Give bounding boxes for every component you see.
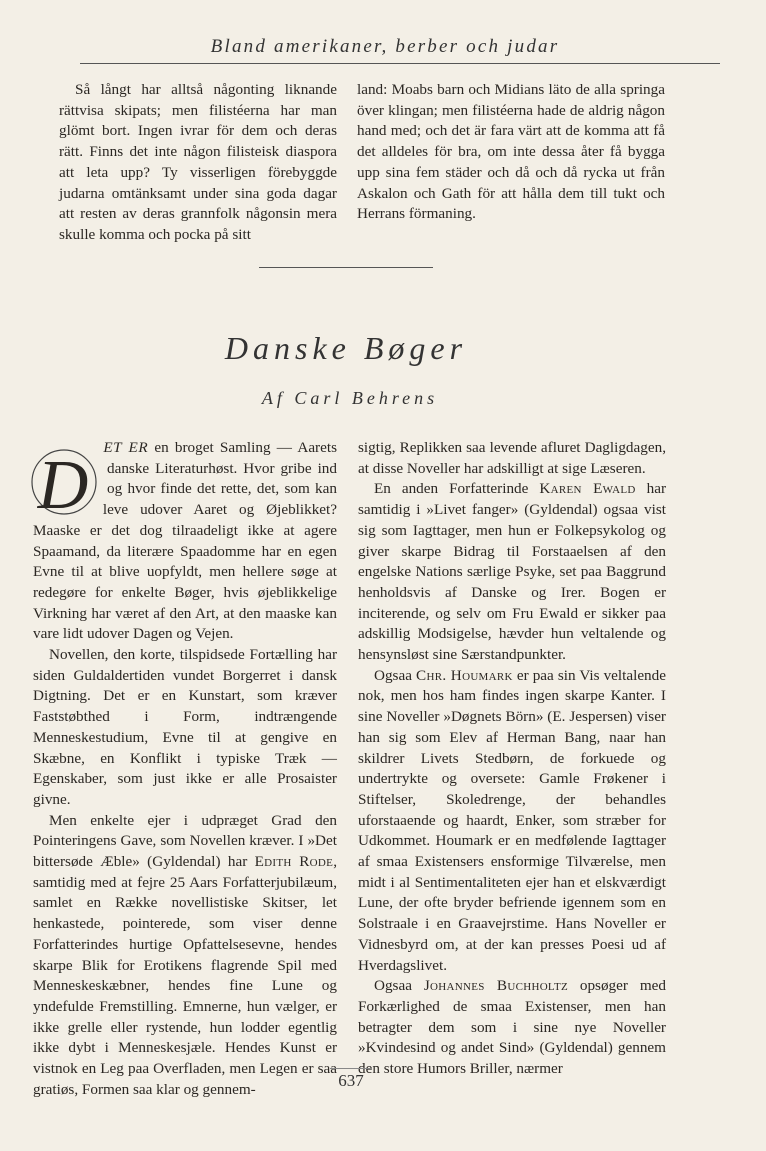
lead-words: ET ER [103, 439, 149, 456]
page-number: 637 [330, 1068, 372, 1091]
paragraph-text: Men enkelte ejer i udpræget Grad den Pointeringens Gave, som Novellen kræver. I »Det bittersøde Æble» (Gyldendal) har [33, 811, 337, 871]
paragraph-text: En anden Forfatterinde [374, 480, 540, 498]
paragraph-text: en broget Samling — Aarets danske Literaturhøst. Hvor gribe ind og hvor finde det rette, det, som kan leve udover Aaret og Øjeblikket? Maaske er det dog tilraadeligt ikke at agere Spaamand, da literære Spaadomme har en egen Evne til at blive uopfyldt, men hellere søge at redegøre for enkelte Bøger, hvis øjeblikkelige Virkning har været af den Art, at den maaske kan vare lidt udover Dagen og Vejen. [33, 439, 337, 643]
author-name: Johannes Buchholtz [423, 977, 568, 995]
previous-article-right-column [357, 80, 665, 225]
article-title: Danske Bøger [224, 330, 468, 366]
paragraph-text: Ogsaa [374, 666, 417, 684]
header-rule [80, 63, 720, 64]
paragraph: land: Moabs barn och Midians läto de alla springa över klingan; men filistéerna hade de aldrig någon hand med; och det är fara värt att de komma att få det alldeles för bra, om inte dessa åter få bygga upp sina fem städer och då och då rycka ut från Askalon och Gath för att hålla dem till tukt och Herrans förmaning. [357, 81, 665, 223]
paragraph-text: har samtidig i »Livet fanger» (Gyldendal) ogsaa vist sig som Iagttager, men hun er Folkepsykolog og giver skarpe Bidrag til Forstaaelsen af den engelske Nations særlige Psyke, set paa Baggrund henholdsvis af Danske og Irer. Bogen er inciterende, og selv om Fru Ewald er sikker paa adskillig Modsigelse, hævder hun veltalende og hensynsløst sine Særstandpunkter. [358, 480, 666, 664]
author-name: Edith Rode [254, 853, 334, 871]
article-author: Af Carl Behrens [261, 388, 439, 408]
section-divider [259, 267, 433, 268]
dropcap-d [29, 442, 99, 520]
running-head: Bland amerikaner, berber och judar [210, 36, 560, 57]
paragraph [358, 976, 666, 1080]
paragraph-text: opsøger med Forkærlighed de smaa Existenser, men han betragter dem som i sine nye Noveller »Kvindesind og andet Sind» (Gyldendal) gennem den store Humors Briller, nærmer [358, 977, 666, 1078]
previous-article-left-column [59, 80, 337, 246]
paragraph [358, 479, 666, 665]
paragraph: Så långt har alltså någonting liknande rättvisa skipats; men filistéerna har man glömt bort. Ingen ivrar för dem och deras rätt. Finns det inte någon filisteisk diaspora att leta upp? Ty visserligen förebyggde judarna omtänksamt under sina goda dagar att resten av deras grannfolk någonsin mera skulle komma och pocka på sitt [59, 81, 337, 243]
paragraph: Novellen, den korte, tilspidsede Fortælling har siden Guldaldertiden vundet Borgerret i dansk Digtning. Det er en Kunstart, som kræver Faststøbthed i Form, indtrængende Menneskestudium, Evne til at gengive en Skæbne, en Konflikt i typiske Træk — Egenskaber, som just ikke er alle Prosaister givne. [33, 646, 337, 808]
article-right-column [358, 438, 666, 1080]
paragraph-text: er paa sin Vis veltalende nok, men hos ham findes ingen skarpe Kanter. I sine Noveller »Døgnets Börn» (E. Jespersen) viser han sig som Elev af Herman Bang, naar han skildrer Livets Stedbørn, de forkuede og undertrykte og oversete: Gamle Frøkener i Stiftelser, Skoledrenge, der behandles uforstaaende og haardt, Enker, som stræber for Udkommet. Houmark er en medfølende Iagttager af smaa Existensers ensformige Tilværelse, men midt i al Sentimentaliteten ejer han et elskværdigt Lune, der ofte bryder befriende igennem som en Solstraale i en Graavejrstime. Hans Noveller er Vidnesbyrd om, at der kan presses Poesi ud af Hverdagslivet. [358, 666, 666, 974]
paragraph-text: , samtidig med at fejre 25 Aars Forfatterjubilæum, samlet en Række novellistiske Skitser, let henkastede, pointerede, som viser denne Forfatterindes hurtige Opfattelsesevne, hendes skarpe Blik for Erotikens flagrende Spil med Menneskeskæbner, hendes fine Lune og yndefulde Fremstilling. Emnerne, hun vælger, er ikke grelle eller rystende, hun lodder egentlig ikke dybt i Menneskesjæle. Hendes Kunst er vistnok en Leg paa Overfladen, men Legen er saa gratiøs, Formen saa klar og gennem- [33, 853, 337, 1098]
paragraph: sigtig, Replikken saa levende afluret Dagligdagen, at disse Noveller har adskilligt at sige Læseren. [358, 439, 666, 477]
author-name: Chr. Houmark [416, 666, 513, 684]
paragraph [358, 666, 666, 977]
paragraph [33, 811, 337, 1101]
paragraph-text: Ogsaa [374, 977, 424, 995]
article-left-column [33, 438, 337, 1101]
author-name: Karen Ewald [539, 480, 636, 498]
dropcap-letter: D [37, 447, 89, 520]
